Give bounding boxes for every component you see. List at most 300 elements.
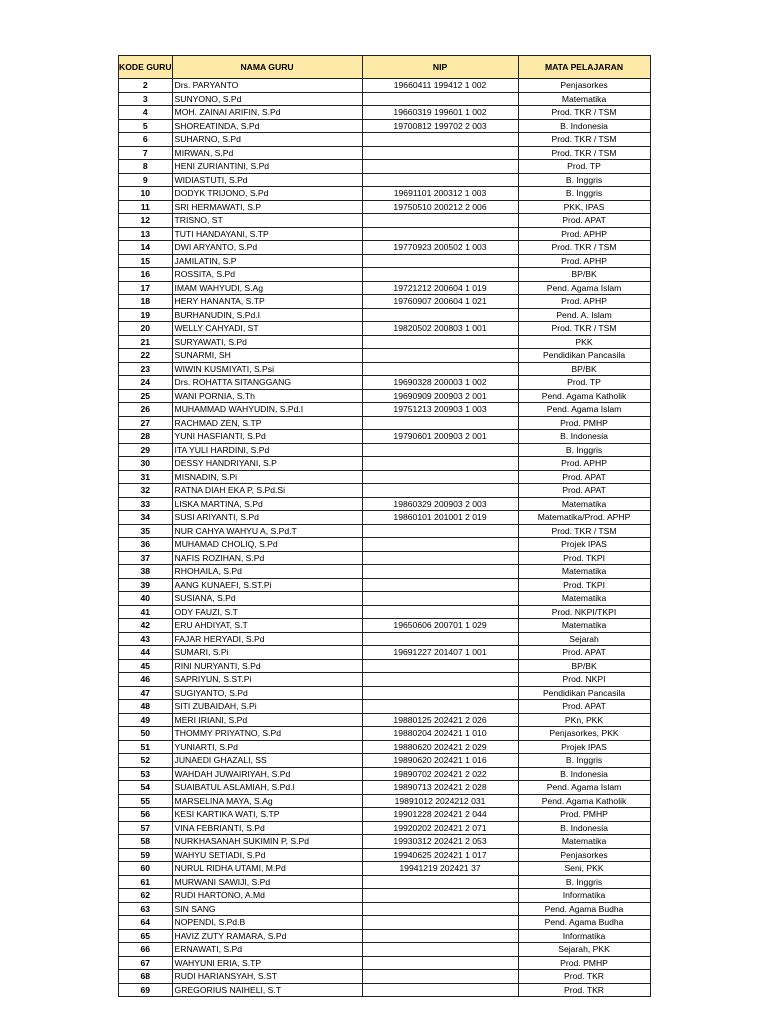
nip-cell bbox=[362, 673, 518, 687]
nama-guru-cell: MURWANI SAWIJI, S.Pd bbox=[172, 875, 362, 889]
nama-guru-cell: MERI IRIANI, S.Pd bbox=[172, 713, 362, 727]
kode-guru-cell: 42 bbox=[119, 619, 173, 633]
nip-cell: 19760907 200604 1 021 bbox=[362, 295, 518, 309]
nama-guru-cell: SUSIANA, S.Pd bbox=[172, 592, 362, 606]
nip-cell bbox=[362, 565, 518, 579]
header-row bbox=[119, 56, 651, 79]
mata-pelajaran-cell: Pend. Agama Budha bbox=[518, 916, 650, 930]
nama-guru-cell: Drs. ROHATTA SITANGGANG bbox=[172, 376, 362, 390]
table-row bbox=[119, 281, 651, 295]
kode-guru-cell: 4 bbox=[119, 106, 173, 120]
kode-guru-cell: 50 bbox=[119, 727, 173, 741]
nama-guru-cell: RINI NURYANTI, S.Pd bbox=[172, 659, 362, 673]
mata-pelajaran-cell: B. Inggris bbox=[518, 173, 650, 187]
nip-cell: 19751213 200903 1 003 bbox=[362, 403, 518, 417]
table-row bbox=[119, 376, 651, 390]
nama-guru-cell: IMAM WAHYUDI, S.Ag bbox=[172, 281, 362, 295]
mata-pelajaran-cell: PKK, IPAS bbox=[518, 200, 650, 214]
table-row bbox=[119, 632, 651, 646]
nip-cell bbox=[362, 443, 518, 457]
nama-guru-cell: WIWIN KUSMIYATI, S.Psi bbox=[172, 362, 362, 376]
kode-guru-cell: 25 bbox=[119, 389, 173, 403]
nama-guru-cell: HENI ZURIANTINI, S.Pd bbox=[172, 160, 362, 174]
mata-pelajaran-cell: B. Indonesia bbox=[518, 767, 650, 781]
table-row bbox=[119, 511, 651, 525]
mata-pelajaran-cell: B. Indonesia bbox=[518, 119, 650, 133]
mata-pelajaran-cell: B. Inggris bbox=[518, 187, 650, 201]
kode-guru-cell: 44 bbox=[119, 646, 173, 660]
nama-guru-cell: SUNARMI, SH bbox=[172, 349, 362, 363]
nama-guru-cell: DESSY HANDRIYANI, S.P bbox=[172, 457, 362, 471]
nama-guru-cell: ODY FAUZI, S.T bbox=[172, 605, 362, 619]
kode-guru-cell: 14 bbox=[119, 241, 173, 255]
table-row bbox=[119, 646, 651, 660]
kode-guru-cell: 21 bbox=[119, 335, 173, 349]
table-row bbox=[119, 565, 651, 579]
kode-guru-cell: 68 bbox=[119, 970, 173, 984]
header-kode-guru: KODE GURU bbox=[119, 56, 173, 79]
mata-pelajaran-cell: Prod. APAT bbox=[518, 646, 650, 660]
kode-guru-cell: 8 bbox=[119, 160, 173, 174]
table-row bbox=[119, 443, 651, 457]
nip-cell: 19750510 200212 2 006 bbox=[362, 200, 518, 214]
table-row bbox=[119, 808, 651, 822]
mata-pelajaran-cell: Informatika bbox=[518, 889, 650, 903]
mata-pelajaran-cell: Seni, PKK bbox=[518, 862, 650, 876]
kode-guru-cell: 19 bbox=[119, 308, 173, 322]
kode-guru-cell: 69 bbox=[119, 983, 173, 997]
nama-guru-cell: MISNADIN, S.Pi bbox=[172, 470, 362, 484]
nama-guru-cell: YUNIARTI, S.Pd bbox=[172, 740, 362, 754]
nip-cell: 19770923 200502 1 003 bbox=[362, 241, 518, 255]
kode-guru-cell: 54 bbox=[119, 781, 173, 795]
nip-cell: 19860101 201001 2 019 bbox=[362, 511, 518, 525]
nama-guru-cell: GREGORIUS NAIHELI, S.T bbox=[172, 983, 362, 997]
mata-pelajaran-cell: Pend. Agama Katholik bbox=[518, 389, 650, 403]
mata-pelajaran-cell: Penjasorkes, PKK bbox=[518, 727, 650, 741]
nip-cell bbox=[362, 929, 518, 943]
nip-cell: 19890620 202421 1 016 bbox=[362, 754, 518, 768]
nama-guru-cell: SUNYONO, S.Pd bbox=[172, 92, 362, 106]
mata-pelajaran-cell: Prod. APAT bbox=[518, 700, 650, 714]
nip-cell: 19650606 200701 1 029 bbox=[362, 619, 518, 633]
nip-cell: 19920202 202421 2 071 bbox=[362, 821, 518, 835]
nip-cell bbox=[362, 605, 518, 619]
table-row bbox=[119, 875, 651, 889]
mata-pelajaran-cell: Projek IPAS bbox=[518, 740, 650, 754]
table-row bbox=[119, 983, 651, 997]
table-body bbox=[119, 79, 651, 997]
nip-cell bbox=[362, 173, 518, 187]
nip-cell: 19880620 202421 2 029 bbox=[362, 740, 518, 754]
nama-guru-cell: Drs. PARYANTO bbox=[172, 79, 362, 93]
nip-cell: 19700812 199702 2 003 bbox=[362, 119, 518, 133]
mata-pelajaran-cell: Pend. Agama Budha bbox=[518, 902, 650, 916]
mata-pelajaran-cell: B. Inggris bbox=[518, 875, 650, 889]
nip-cell: 19930312 202421 2 053 bbox=[362, 835, 518, 849]
kode-guru-cell: 16 bbox=[119, 268, 173, 282]
nip-cell bbox=[362, 875, 518, 889]
kode-guru-cell: 17 bbox=[119, 281, 173, 295]
mata-pelajaran-cell: Pendidikan Pancasila bbox=[518, 686, 650, 700]
nama-guru-cell: DWI ARYANTO, S.Pd bbox=[172, 241, 362, 255]
kode-guru-cell: 31 bbox=[119, 470, 173, 484]
table-row bbox=[119, 727, 651, 741]
nip-cell bbox=[362, 578, 518, 592]
table-row bbox=[119, 767, 651, 781]
table-row bbox=[119, 106, 651, 120]
kode-guru-cell: 24 bbox=[119, 376, 173, 390]
nip-cell: 19940625 202421 1 017 bbox=[362, 848, 518, 862]
kode-guru-cell: 15 bbox=[119, 254, 173, 268]
table-row bbox=[119, 862, 651, 876]
nama-guru-cell: SITI ZUBAIDAH, S.Pi bbox=[172, 700, 362, 714]
table-row bbox=[119, 929, 651, 943]
kode-guru-cell: 23 bbox=[119, 362, 173, 376]
nama-guru-cell: NURKHASANAH SUKIMIN P, S.Pd bbox=[172, 835, 362, 849]
mata-pelajaran-cell: BP/BK bbox=[518, 268, 650, 282]
kode-guru-cell: 41 bbox=[119, 605, 173, 619]
nama-guru-cell: HAVIZ ZUTY RAMARA, S.Pd bbox=[172, 929, 362, 943]
mata-pelajaran-cell: Penjasorkes bbox=[518, 79, 650, 93]
table-row bbox=[119, 686, 651, 700]
nip-cell: 19820502 200803 1 001 bbox=[362, 322, 518, 336]
nip-cell: 19691101 200312 1 003 bbox=[362, 187, 518, 201]
nama-guru-cell: WAHYUNI ERIA, S.TP bbox=[172, 956, 362, 970]
nama-guru-cell: ERNAWATI, S.Pd bbox=[172, 943, 362, 957]
mata-pelajaran-cell: Prod. PMHP bbox=[518, 808, 650, 822]
nip-cell: 19901228 202421 2 044 bbox=[362, 808, 518, 822]
nip-cell: 19660411 199412 1 002 bbox=[362, 79, 518, 93]
mata-pelajaran-cell: B. Inggris bbox=[518, 754, 650, 768]
nip-cell bbox=[362, 632, 518, 646]
nama-guru-cell: DODYK TRIJONO, S.Pd bbox=[172, 187, 362, 201]
header-nama-guru: NAMA GURU bbox=[172, 56, 362, 79]
kode-guru-cell: 62 bbox=[119, 889, 173, 903]
mata-pelajaran-cell: Prod. TP bbox=[518, 160, 650, 174]
nip-cell bbox=[362, 956, 518, 970]
kode-guru-cell: 43 bbox=[119, 632, 173, 646]
table-row bbox=[119, 902, 651, 916]
mata-pelajaran-cell: Sejarah, PKK bbox=[518, 943, 650, 957]
kode-guru-cell: 36 bbox=[119, 538, 173, 552]
kode-guru-cell: 47 bbox=[119, 686, 173, 700]
kode-guru-cell: 11 bbox=[119, 200, 173, 214]
mata-pelajaran-cell: Pend. A. Islam bbox=[518, 308, 650, 322]
table-row bbox=[119, 673, 651, 687]
table-row bbox=[119, 254, 651, 268]
table-row bbox=[119, 605, 651, 619]
kode-guru-cell: 28 bbox=[119, 430, 173, 444]
kode-guru-cell: 61 bbox=[119, 875, 173, 889]
nip-cell bbox=[362, 416, 518, 430]
table-row bbox=[119, 241, 651, 255]
table-row bbox=[119, 619, 651, 633]
nama-guru-cell: SUAIBATUL ASLAMIAH, S.Pd.I bbox=[172, 781, 362, 795]
mata-pelajaran-cell: Prod. TP bbox=[518, 376, 650, 390]
nip-cell bbox=[362, 889, 518, 903]
kode-guru-cell: 20 bbox=[119, 322, 173, 336]
table-row bbox=[119, 227, 651, 241]
mata-pelajaran-cell: Prod. TKR / TSM bbox=[518, 524, 650, 538]
table-row bbox=[119, 970, 651, 984]
mata-pelajaran-cell: Prod. TKR / TSM bbox=[518, 106, 650, 120]
nip-cell: 19880125 202421 2 026 bbox=[362, 713, 518, 727]
nip-cell bbox=[362, 362, 518, 376]
mata-pelajaran-cell: Prod. TKR / TSM bbox=[518, 146, 650, 160]
table-row bbox=[119, 713, 651, 727]
nip-cell bbox=[362, 983, 518, 997]
table-row bbox=[119, 79, 651, 93]
kode-guru-cell: 58 bbox=[119, 835, 173, 849]
mata-pelajaran-cell: Matematika bbox=[518, 565, 650, 579]
kode-guru-cell: 22 bbox=[119, 349, 173, 363]
table-row bbox=[119, 268, 651, 282]
table-row bbox=[119, 821, 651, 835]
nama-guru-cell: SUSI ARIYANTI, S.Pd bbox=[172, 511, 362, 525]
nip-cell bbox=[362, 227, 518, 241]
nip-cell: 19891012 2024212 031 bbox=[362, 794, 518, 808]
table-row bbox=[119, 470, 651, 484]
kode-guru-cell: 2 bbox=[119, 79, 173, 93]
nip-cell bbox=[362, 538, 518, 552]
kode-guru-cell: 39 bbox=[119, 578, 173, 592]
table-row bbox=[119, 322, 651, 336]
nip-cell bbox=[362, 133, 518, 147]
nip-cell bbox=[362, 686, 518, 700]
mata-pelajaran-cell: B. Inggris bbox=[518, 443, 650, 457]
nama-guru-cell: HERY HANANTA, S.TP bbox=[172, 295, 362, 309]
mata-pelajaran-cell: Penjasorkes bbox=[518, 848, 650, 862]
mata-pelajaran-cell: BP/BK bbox=[518, 659, 650, 673]
nip-cell bbox=[362, 970, 518, 984]
table-row bbox=[119, 956, 651, 970]
kode-guru-cell: 55 bbox=[119, 794, 173, 808]
header-nip: NIP bbox=[362, 56, 518, 79]
table-row bbox=[119, 119, 651, 133]
nip-cell: 19721212 200604 1 019 bbox=[362, 281, 518, 295]
nama-guru-cell: MIRWAN, S.Pd bbox=[172, 146, 362, 160]
mata-pelajaran-cell: Prod. APAT bbox=[518, 214, 650, 228]
nama-guru-cell: TRISNO, ST bbox=[172, 214, 362, 228]
table-row bbox=[119, 173, 651, 187]
kode-guru-cell: 27 bbox=[119, 416, 173, 430]
nama-guru-cell: MUHAMMAD WAHYUDIN, S.Pd.I bbox=[172, 403, 362, 417]
mata-pelajaran-cell: B. Indonesia bbox=[518, 430, 650, 444]
nama-guru-cell: KESI KARTIKA WATI, S.TP bbox=[172, 808, 362, 822]
table-row bbox=[119, 700, 651, 714]
kode-guru-cell: 7 bbox=[119, 146, 173, 160]
kode-guru-cell: 56 bbox=[119, 808, 173, 822]
mata-pelajaran-cell: Pend. Agama Islam bbox=[518, 781, 650, 795]
kode-guru-cell: 10 bbox=[119, 187, 173, 201]
nip-cell: 19860329 200903 2 003 bbox=[362, 497, 518, 511]
nama-guru-cell: ITA YULI HARDINI, S.Pd bbox=[172, 443, 362, 457]
kode-guru-cell: 66 bbox=[119, 943, 173, 957]
table-row bbox=[119, 794, 651, 808]
kode-guru-cell: 65 bbox=[119, 929, 173, 943]
table-row bbox=[119, 295, 651, 309]
nama-guru-cell: NAFIS ROZIHAN, S.Pd bbox=[172, 551, 362, 565]
mata-pelajaran-cell: Prod. APHP bbox=[518, 227, 650, 241]
mata-pelajaran-cell: PKn, PKK bbox=[518, 713, 650, 727]
nip-cell bbox=[362, 335, 518, 349]
nip-cell bbox=[362, 308, 518, 322]
kode-guru-cell: 57 bbox=[119, 821, 173, 835]
mata-pelajaran-cell: Prod. TKPI bbox=[518, 551, 650, 565]
mata-pelajaran-cell: Matematika/Prod. APHP bbox=[518, 511, 650, 525]
nip-cell bbox=[362, 484, 518, 498]
mata-pelajaran-cell: Prod. TKR bbox=[518, 970, 650, 984]
nama-guru-cell: WIDIASTUTI, S.Pd bbox=[172, 173, 362, 187]
nip-cell bbox=[362, 700, 518, 714]
table-row bbox=[119, 308, 651, 322]
kode-guru-cell: 59 bbox=[119, 848, 173, 862]
table-row bbox=[119, 403, 651, 417]
mata-pelajaran-cell: B. Indonesia bbox=[518, 821, 650, 835]
table-row bbox=[119, 133, 651, 147]
table-row bbox=[119, 214, 651, 228]
table-row bbox=[119, 889, 651, 903]
mata-pelajaran-cell: Pendidikan Pancasila bbox=[518, 349, 650, 363]
table-header bbox=[119, 56, 651, 79]
nip-cell bbox=[362, 551, 518, 565]
mata-pelajaran-cell: Matematika bbox=[518, 92, 650, 106]
nama-guru-cell: LISKA MARTINA, S.Pd bbox=[172, 497, 362, 511]
nama-guru-cell: RUDI HARIANSYAH, S.ST bbox=[172, 970, 362, 984]
table-row bbox=[119, 578, 651, 592]
mata-pelajaran-cell: Pend. Agama Katholik bbox=[518, 794, 650, 808]
table-row bbox=[119, 538, 651, 552]
kode-guru-cell: 53 bbox=[119, 767, 173, 781]
kode-guru-cell: 13 bbox=[119, 227, 173, 241]
table-row bbox=[119, 659, 651, 673]
nama-guru-cell: SUGIYANTO, S.Pd bbox=[172, 686, 362, 700]
nama-guru-cell: WANI PORNIA, S.Th bbox=[172, 389, 362, 403]
table-row bbox=[119, 781, 651, 795]
kode-guru-cell: 45 bbox=[119, 659, 173, 673]
kode-guru-cell: 38 bbox=[119, 565, 173, 579]
mata-pelajaran-cell: Prod. PMHP bbox=[518, 416, 650, 430]
nip-cell bbox=[362, 916, 518, 930]
nip-cell: 19691227 201407 1 001 bbox=[362, 646, 518, 660]
nama-guru-cell: NURUL RIDHA UTAMI, M.Pd bbox=[172, 862, 362, 876]
nama-guru-cell: NUR CAHYA WAHYU A, S.Pd.T bbox=[172, 524, 362, 538]
nama-guru-cell: SUHARNO, S.Pd bbox=[172, 133, 362, 147]
kode-guru-cell: 37 bbox=[119, 551, 173, 565]
nip-cell: 19660319 199601 1 002 bbox=[362, 106, 518, 120]
nip-cell bbox=[362, 268, 518, 282]
mata-pelajaran-cell: PKK bbox=[518, 335, 650, 349]
kode-guru-cell: 67 bbox=[119, 956, 173, 970]
table-row bbox=[119, 389, 651, 403]
kode-guru-cell: 29 bbox=[119, 443, 173, 457]
mata-pelajaran-cell: Prod. APHP bbox=[518, 254, 650, 268]
nip-cell: 19941219 202421 37 bbox=[362, 862, 518, 876]
table-row bbox=[119, 92, 651, 106]
table-row bbox=[119, 740, 651, 754]
nip-cell: 19690909 200903 2 001 bbox=[362, 389, 518, 403]
nip-cell: 19790601 200903 2 001 bbox=[362, 430, 518, 444]
kode-guru-cell: 32 bbox=[119, 484, 173, 498]
kode-guru-cell: 33 bbox=[119, 497, 173, 511]
nama-guru-cell: MARSELINA MAYA, S.Ag bbox=[172, 794, 362, 808]
mata-pelajaran-cell: Prod. TKR bbox=[518, 983, 650, 997]
nama-guru-cell: BURHANUDIN, S.Pd.I bbox=[172, 308, 362, 322]
mata-pelajaran-cell: Sejarah bbox=[518, 632, 650, 646]
nama-guru-cell: SUMARI, S.Pi bbox=[172, 646, 362, 660]
mata-pelajaran-cell: Informatika bbox=[518, 929, 650, 943]
kode-guru-cell: 52 bbox=[119, 754, 173, 768]
nama-guru-cell: ROSSITA, S.Pd bbox=[172, 268, 362, 282]
kode-guru-cell: 30 bbox=[119, 457, 173, 471]
nip-cell bbox=[362, 524, 518, 538]
nama-guru-cell: RACHMAD ZEN, S.TP bbox=[172, 416, 362, 430]
mata-pelajaran-cell: Prod. TKR / TSM bbox=[518, 133, 650, 147]
mata-pelajaran-cell: Pend. Agama Islam bbox=[518, 281, 650, 295]
nama-guru-cell: RUDI HARTONO, A.Md bbox=[172, 889, 362, 903]
nip-cell bbox=[362, 457, 518, 471]
mata-pelajaran-cell: Prod. PMHP bbox=[518, 956, 650, 970]
nip-cell bbox=[362, 592, 518, 606]
table-row bbox=[119, 916, 651, 930]
table-row bbox=[119, 484, 651, 498]
table-row bbox=[119, 551, 651, 565]
nama-guru-cell: JAMILATIN, S.P bbox=[172, 254, 362, 268]
table-row bbox=[119, 848, 651, 862]
kode-guru-cell: 12 bbox=[119, 214, 173, 228]
table-row bbox=[119, 457, 651, 471]
mata-pelajaran-cell: Prod. APHP bbox=[518, 295, 650, 309]
mata-pelajaran-cell: Prod. NKPI bbox=[518, 673, 650, 687]
nama-guru-cell: ERU AHDIYAT, S.T bbox=[172, 619, 362, 633]
nama-guru-cell: MUHAMAD CHOLIQ, S.Pd bbox=[172, 538, 362, 552]
mata-pelajaran-cell: Matematika bbox=[518, 619, 650, 633]
nama-guru-cell: YUNI HASFIANTI, S.Pd bbox=[172, 430, 362, 444]
nama-guru-cell: SRI HERMAWATI, S.P bbox=[172, 200, 362, 214]
kode-guru-cell: 63 bbox=[119, 902, 173, 916]
table-row bbox=[119, 416, 651, 430]
table-row bbox=[119, 187, 651, 201]
table-row bbox=[119, 349, 651, 363]
table-row bbox=[119, 200, 651, 214]
kode-guru-cell: 35 bbox=[119, 524, 173, 538]
nama-guru-cell: WELLY CAHYADI, ST bbox=[172, 322, 362, 336]
mata-pelajaran-cell: Projek IPAS bbox=[518, 538, 650, 552]
mata-pelajaran-cell: Prod. TKR / TSM bbox=[518, 322, 650, 336]
nama-guru-cell: AANG KUNAEFI, S.ST.Pi bbox=[172, 578, 362, 592]
mata-pelajaran-cell: Prod. NKPI/TKPI bbox=[518, 605, 650, 619]
nama-guru-cell: THOMMY PRIYATNO, S.Pd bbox=[172, 727, 362, 741]
mata-pelajaran-cell: BP/BK bbox=[518, 362, 650, 376]
mata-pelajaran-cell: Matematika bbox=[518, 497, 650, 511]
nip-cell bbox=[362, 254, 518, 268]
table-row bbox=[119, 160, 651, 174]
kode-guru-cell: 5 bbox=[119, 119, 173, 133]
nip-cell bbox=[362, 349, 518, 363]
kode-guru-cell: 40 bbox=[119, 592, 173, 606]
table-row bbox=[119, 335, 651, 349]
nama-guru-cell: RHOHAILA, S.Pd bbox=[172, 565, 362, 579]
nama-guru-cell: WAHDAH JUWAIRIYAH, S.Pd bbox=[172, 767, 362, 781]
nip-cell bbox=[362, 160, 518, 174]
nip-cell: 19890702 202421 2 022 bbox=[362, 767, 518, 781]
nip-cell bbox=[362, 214, 518, 228]
nama-guru-cell: RATNA DIAH EKA P, S.Pd.Si bbox=[172, 484, 362, 498]
nama-guru-cell: TUTI HANDAYANI, S.TP bbox=[172, 227, 362, 241]
mata-pelajaran-cell: Pend. Agama Islam bbox=[518, 403, 650, 417]
mata-pelajaran-cell: Prod. APAT bbox=[518, 484, 650, 498]
